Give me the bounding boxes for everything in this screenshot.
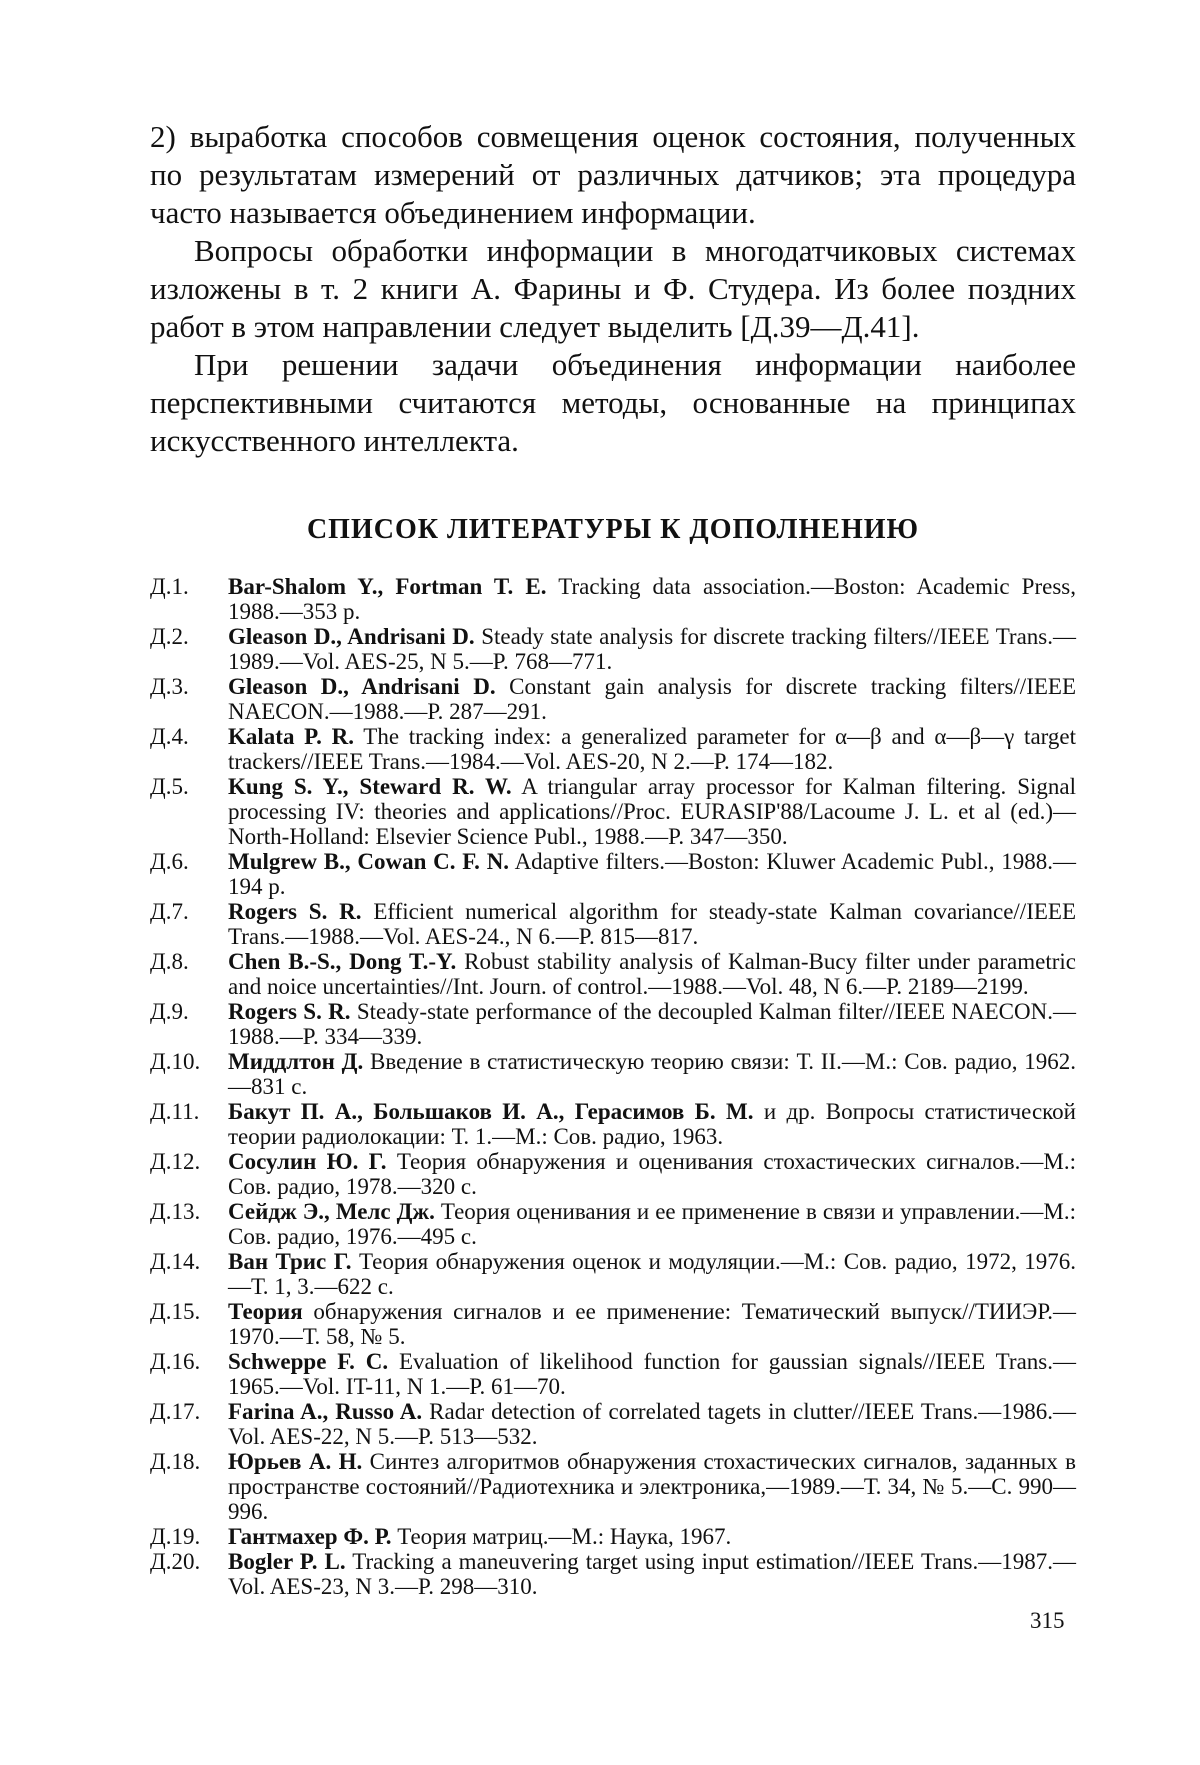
reference-number: Д.7.	[150, 899, 189, 924]
reference-item	[150, 674, 1076, 724]
reference-item	[150, 949, 1076, 999]
reference-text: Теория обнаружения и оценивания стохастических сигналов.—М.: Сов. радио, 1978.—320 с.	[228, 1149, 1077, 1199]
reference-text: Tracking a maneuvering target using input estimation//IEEE Trans.—1987.—Vol. AES-23, N 3.—P. 298—310.	[228, 1549, 1077, 1599]
reference-text: Robust stability analysis of Kalman-Bucy filter under parametric and noice uncertainties//Int. Journ. of control.—1988.—Vol. 48, N 6.—P. 2189—2199.	[228, 949, 1077, 999]
reference-item	[150, 574, 1076, 624]
reference-authors: Kalata P. R.	[228, 724, 354, 749]
reference-item	[150, 624, 1076, 674]
reference-item	[150, 1199, 1076, 1249]
reference-body	[228, 1249, 1076, 1299]
reference-text: Efficient numerical algorithm for steady-state Kalman covariance//IEEE Trans.—1988.—Vol. AES-24., N 6.—P. 815—817.	[228, 899, 1076, 949]
reference-body	[228, 624, 1076, 674]
reference-body	[228, 724, 1076, 774]
reference-body	[228, 1399, 1076, 1449]
reference-body	[228, 1349, 1076, 1399]
reference-authors: Bar-Shalom Y., Fortman T. E.	[228, 574, 547, 599]
reference-item	[150, 999, 1076, 1049]
reference-authors: Бакут П. А., Большаков И. А., Герасимов Б. М.	[228, 1099, 754, 1124]
reference-number: Д.10.	[150, 1049, 201, 1074]
reference-number: Д.16.	[150, 1349, 201, 1374]
reference-number: Д.6.	[150, 849, 189, 874]
reference-authors: Farina A., Russo A.	[228, 1399, 423, 1424]
reference-item	[150, 1549, 1076, 1599]
reference-text: Steady-state performance of the decoupled Kalman filter//IEEE NAECON.—1988.—P. 334—339.	[228, 999, 1076, 1049]
reference-body	[228, 999, 1076, 1049]
reference-body	[228, 1049, 1076, 1099]
reference-body	[228, 574, 1076, 624]
reference-text: A triangular array processor for Kalman filtering. Signal processing IV: theories and applications//Proc. EURASIP'88/Lacoume J. L. et al (ed.)—North-Holland: Elsevier Science Publ., 1988.—P. 347—350.	[228, 774, 1077, 849]
reference-item	[150, 774, 1076, 849]
reference-number: Д.19.	[150, 1524, 201, 1549]
reference-text: The tracking index: a generalized parameter for α—β and α—β—γ target trackers//IEEE Trans.—1984.—Vol. AES-20, N 2.—P. 174—182.	[228, 724, 1076, 774]
reference-authors: Rogers S. R.	[228, 899, 362, 924]
reference-body	[228, 1099, 1076, 1149]
reference-text: обнаружения сигналов и ее применение: Тематический выпуск//ТИИЭР.—1970.—Т. 58, № 5.	[228, 1299, 1076, 1349]
reference-text: Синтез алгоритмов обнаружения стохастических сигналов, заданных в пространстве состояний//Радиотехника и электроника,—1989.—Т. 34, № 5.—С. 990—996.	[228, 1449, 1076, 1524]
reference-text: Radar detection of correlated tagets in clutter//IEEE Trans.—1986.—Vol. AES-22, N 5.—P. 513—532.	[228, 1399, 1076, 1449]
reference-number: Д.18.	[150, 1449, 201, 1474]
reference-item	[150, 1449, 1076, 1524]
reference-text: Tracking data association.—Boston: Academic Press, 1988.—353 p.	[228, 574, 1076, 624]
reference-number: Д.9.	[150, 999, 189, 1024]
reference-authors: Сосулин Ю. Г.	[228, 1149, 387, 1174]
reference-authors: Chen B.-S., Dong T.-Y.	[228, 949, 457, 974]
reference-item	[150, 1049, 1076, 1099]
reference-body	[228, 949, 1076, 999]
reference-item	[150, 849, 1076, 899]
reference-text: Adaptive filters.—Boston: Kluwer Academic Publ., 1988.—194 p.	[228, 849, 1076, 899]
reference-authors: Schweppe F. C.	[228, 1349, 389, 1374]
reference-body	[228, 899, 1076, 949]
reference-body	[228, 774, 1076, 849]
reference-authors: Миддлтон Д.	[228, 1049, 364, 1074]
reference-authors: Bogler P. L.	[228, 1549, 346, 1574]
reference-item	[150, 1099, 1076, 1149]
reference-number: Д.5.	[150, 774, 189, 799]
reference-authors: Теория	[228, 1299, 303, 1324]
reference-authors: Gleason D., Andrisani D.	[228, 674, 496, 699]
reference-number: Д.1.	[150, 574, 189, 599]
reference-number: Д.11.	[150, 1099, 200, 1124]
body-paragraph-3: При решении задачи объединения информации наиболее перспективными считаются методы, основанные на принципах искусственного интеллекта.	[150, 347, 1076, 458]
reference-authors: Сейдж Э., Мелс Дж.	[228, 1199, 435, 1224]
reference-item	[150, 1299, 1076, 1349]
reference-text: Steady state analysis for discrete tracking filters//IEEE Trans.—1989.—Vol. AES-25, N 5.—P. 768—771.	[228, 624, 1076, 674]
reference-text: Введение в статистическую теорию связи: Т. II.—М.: Сов. радио, 1962.—831 с.	[228, 1049, 1076, 1099]
reference-authors: Kung S. Y., Steward R. W.	[228, 774, 512, 799]
reference-body	[228, 1199, 1076, 1249]
reference-item	[150, 899, 1076, 949]
reference-number: Д.3.	[150, 674, 189, 699]
reference-item	[150, 1149, 1076, 1199]
reference-authors: Mulgrew B., Cowan C. F. N.	[228, 849, 510, 874]
reference-text: Теория матриц.—М.: Наука, 1967.	[397, 1524, 732, 1549]
reference-number: Д.4.	[150, 724, 189, 749]
reference-number: Д.15.	[150, 1299, 201, 1324]
reference-item	[150, 1349, 1076, 1399]
reference-authors: Rogers S. R.	[228, 999, 351, 1024]
reference-authors: Ван Трис Г.	[228, 1249, 352, 1274]
reference-number: Д.12.	[150, 1149, 201, 1174]
reference-number: Д.14.	[150, 1249, 201, 1274]
reference-body	[228, 849, 1076, 899]
reference-item	[150, 1399, 1076, 1449]
reference-number: Д.20.	[150, 1549, 201, 1574]
reference-authors: Gleason D., Andrisani D.	[228, 624, 475, 649]
reference-number: Д.2.	[150, 624, 189, 649]
reference-text: Теория оценивания и ее применение в связи и управлении.—М.: Сов. радио, 1976.—495 с.	[228, 1199, 1077, 1249]
page-content	[150, 118, 1076, 1599]
reference-text: Constant gain analysis for discrete tracking filters//IEEE NAECON.—1988.—P. 287—291.	[228, 674, 1077, 724]
body-paragraph-1: 2) выработка способов совмещения оценок состояния, полученных по результатам измерений от различных датчиков; эта процедура часто называется объединением информации.	[150, 119, 1076, 230]
reference-number: Д.13.	[150, 1199, 201, 1224]
references-title: СПИСОК ЛИТЕРАТУРЫ К ДОПОЛНЕНИЮ	[306, 514, 920, 545]
body-paragraph-2: Вопросы обработки информации в многодатчиковых системах изложены в т. 2 книги А. Фарины и Ф. Студера. Из более поздних работ в этом направлении следует выделить [Д.39—Д.41].	[150, 233, 1076, 344]
reference-body	[228, 1549, 1076, 1599]
reference-item	[150, 724, 1076, 774]
reference-body	[228, 1524, 1076, 1549]
reference-text: и др. Вопросы статистической теории радиолокации: Т. 1.—М.: Сов. радио, 1963.	[228, 1099, 1076, 1149]
reference-authors: Юрьев А. Н.	[228, 1449, 363, 1474]
reference-text: Теория обнаружения оценок и модуляции.—М.: Сов. радио, 1972, 1976.—Т. 1, 3.—622 с.	[228, 1249, 1077, 1299]
page-number: 315	[1030, 1608, 1065, 1633]
reference-item	[150, 1249, 1076, 1299]
reference-text: Evaluation of likelihood function for gaussian signals//IEEE Trans.—1965.—Vol. IT-11, N 1.—P. 61—70.	[228, 1349, 1076, 1399]
reference-body	[228, 674, 1076, 724]
reference-number: Д.8.	[150, 949, 189, 974]
reference-body	[228, 1299, 1076, 1349]
reference-item	[150, 1524, 1076, 1549]
reference-body	[228, 1449, 1076, 1524]
references-list	[150, 574, 1076, 1599]
reference-number: Д.17.	[150, 1399, 201, 1424]
reference-body	[228, 1149, 1076, 1199]
reference-authors: Гантмахер Ф. Р.	[228, 1524, 392, 1549]
